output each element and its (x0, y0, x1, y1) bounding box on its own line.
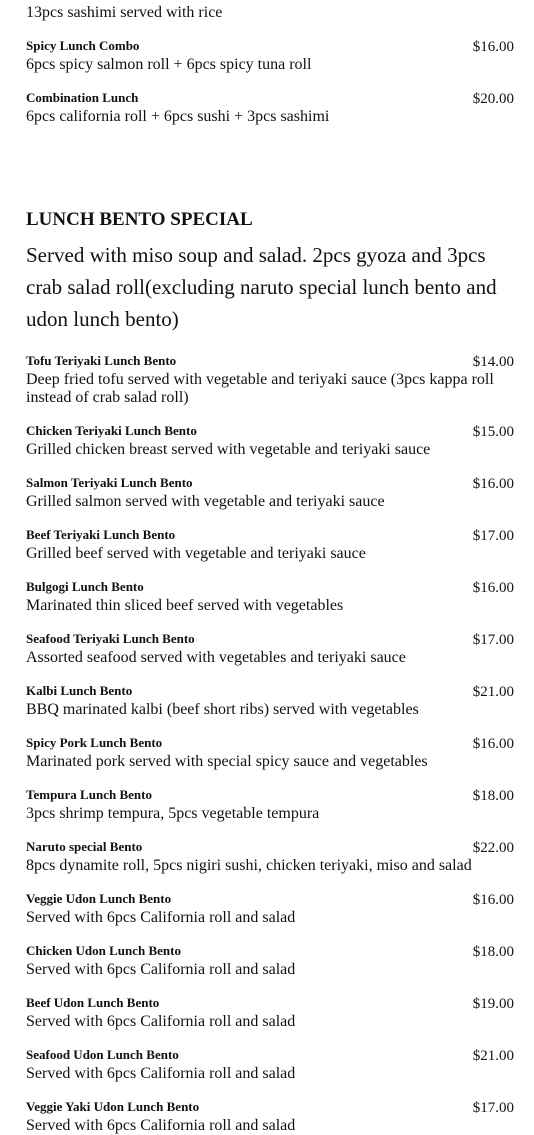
item-price: $18.00 (472, 788, 514, 804)
menu-item-kalbi (26, 683, 514, 723)
menu-item-veggie-udon (26, 891, 514, 931)
item-description: Marinated pork served with special spicy sauce and vegetables (26, 753, 428, 770)
item-name: Veggie Udon Lunch Bento (26, 891, 172, 906)
menu-item-chicken-teriyaki (26, 423, 514, 463)
menu-item-tofu-teriyaki (26, 353, 514, 409)
item-name: Kalbi Lunch Bento (26, 683, 133, 698)
menu-item-sashimi-lunch (26, 0, 514, 26)
section-title: LUNCH BENTO SPECIAL (26, 209, 253, 230)
menu-item-seafood-teriyaki (26, 631, 514, 671)
item-price: $16.00 (472, 39, 514, 55)
item-name: Spicy Pork Lunch Bento (26, 735, 163, 750)
item-name: Spicy Lunch Combo (26, 38, 140, 53)
menu-item-beef-teriyaki (26, 527, 514, 567)
menu-item-beef-udon (26, 995, 514, 1035)
item-name: Salmon Teriyaki Lunch Bento (26, 475, 193, 490)
item-price: $17.00 (472, 1100, 514, 1116)
item-price: $14.00 (472, 354, 514, 370)
item-name: Combination Lunch (26, 90, 139, 105)
item-name: Beef Udon Lunch Bento (26, 995, 160, 1010)
item-price: $17.00 (472, 632, 514, 648)
menu-item-tempura (26, 787, 514, 827)
menu-item-veggie-yaki-udon (26, 1099, 514, 1134)
menu-item-salmon-teriyaki (26, 475, 514, 515)
menu-item-combination-lunch (26, 90, 514, 130)
item-name: Chicken Teriyaki Lunch Bento (26, 423, 197, 438)
item-price: $16.00 (472, 580, 514, 596)
item-description: Served with 6pcs California roll and salad (26, 1117, 296, 1134)
item-description: Grilled beef served with vegetable and teriyaki sauce (26, 545, 366, 562)
item-description: 6pcs spicy salmon roll + 6pcs spicy tuna roll (26, 56, 312, 73)
item-name: Tofu Teriyaki Lunch Bento (26, 353, 177, 368)
item-description: Served with 6pcs California roll and salad (26, 1065, 296, 1082)
item-description: 3pcs shrimp tempura, 5pcs vegetable tempura (26, 805, 320, 822)
item-name: Chicken Udon Lunch Bento (26, 943, 181, 958)
menu-item-seafood-udon (26, 1047, 514, 1087)
item-name: Bulgogi Lunch Bento (26, 579, 144, 594)
item-name: Beef Teriyaki Lunch Bento (26, 527, 176, 542)
item-description: Served with 6pcs California roll and salad (26, 1013, 296, 1030)
item-description: Grilled salmon served with vegetable and teriyaki sauce (26, 493, 385, 510)
section-note: Served with miso soup and salad. 2pcs gyoza and 3pcs crab salad roll(excluding naruto special lunch bento and udon lunch bento) (26, 243, 497, 331)
item-price: $16.00 (472, 892, 514, 908)
item-price: $21.00 (472, 1048, 514, 1064)
item-description: 6pcs california roll + 6pcs sushi + 3pcs sashimi (26, 108, 330, 125)
item-description: Grilled chicken breast served with vegetable and teriyaki sauce (26, 441, 431, 458)
item-price: $16.00 (472, 736, 514, 752)
item-description: Served with 6pcs California roll and salad (26, 961, 296, 978)
item-name: Tempura Lunch Bento (26, 787, 152, 802)
item-price: $16.00 (472, 476, 514, 492)
item-description: 8pcs dynamite roll, 5pcs nigiri sushi, chicken teriyaki, miso and salad (26, 857, 472, 874)
item-description: 13pcs sashimi served with rice (26, 4, 223, 21)
item-name: Veggie Yaki Udon Lunch Bento (26, 1099, 200, 1114)
menu-item-spicy-pork (26, 735, 514, 775)
item-name: Naruto special Bento (26, 839, 143, 854)
item-name: Seafood Udon Lunch Bento (26, 1047, 179, 1062)
item-description: BBQ marinated kalbi (beef short ribs) served with vegetables (26, 701, 419, 718)
item-description: Assorted seafood served with vegetables and teriyaki sauce (26, 649, 406, 666)
item-price: $15.00 (472, 424, 514, 440)
item-price: $21.00 (472, 684, 514, 700)
menu-item-naruto-special (26, 839, 514, 879)
menu-item-bulgogi (26, 579, 514, 619)
item-price: $19.00 (472, 996, 514, 1012)
item-price: $17.00 (472, 528, 514, 544)
item-price: $20.00 (472, 91, 514, 107)
menu-item-chicken-udon (26, 943, 514, 983)
item-description: Served with 6pcs California roll and salad (26, 909, 296, 926)
item-description: Deep fried tofu served with vegetable and teriyaki sauce (3pcs kappa roll instead of crab salad roll) (26, 371, 494, 406)
item-price: $18.00 (472, 944, 514, 960)
item-price: $22.00 (472, 840, 514, 856)
item-description: Marinated thin sliced beef served with vegetables (26, 597, 344, 614)
menu-item-spicy-lunch-combo (26, 38, 514, 78)
item-name: Seafood Teriyaki Lunch Bento (26, 631, 195, 646)
